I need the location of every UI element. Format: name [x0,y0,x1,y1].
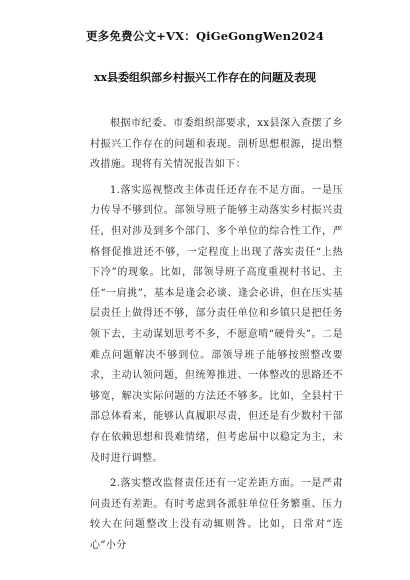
paragraph-intro: 根据市纪委、市委组织部要求，xx县深入查摆了乡村振兴工作存在的问题和表现。剖析思想根源，提出整改措施。现将有关情况报告如下： [90,118,343,171]
watermark-text: 更多免费公文+VX：QiGeGongWen2024 [85,29,325,43]
document-body [90,114,343,561]
document-title: xx县委组织部乡村振兴工作存在的问题及表现 [93,71,317,84]
paragraph-section-1: 1.落实巡视整改主体责任还存在不足方面。一是压力传导不够到位。部领导班子能够主动落实乡村振兴责任，但对涉及到多个部门、多个单位的综合性工作，严格督促推进还不够，一定程度上出现了落实责任“上热下冷”的现象。比如，部领导班子高度重视村书记、主任“一肩挑”，基本是逢会必谈、逢会必讲，但在压实基层责任上做得还不够，部分责任单位和乡镇只是把任务领下去，主动谋划思考不多，不愿意啃“硬骨头”。二是难点问题解决不够到位。部领导班子能够按照整改要求，主动认领问题，但统筹推进、一体整改的思路还不够宽，解决实际问题的方法还不够多。比如，全县村干部总体看来，能够认真履职尽责，但还是有少数村干部存在依赖思想和畏难情绪，但考虑届中以稳定为主，未及时进行调整。 [90,184,343,464]
paragraph-section-2: 2.落实整改监督责任还有一定差距方面。一是严肃问责还有差距。有时考虑到各派驻单位任务繁重、压力较大在问题整改上没有动辄则咎。比如，日常对“连心”小分 [90,478,343,551]
